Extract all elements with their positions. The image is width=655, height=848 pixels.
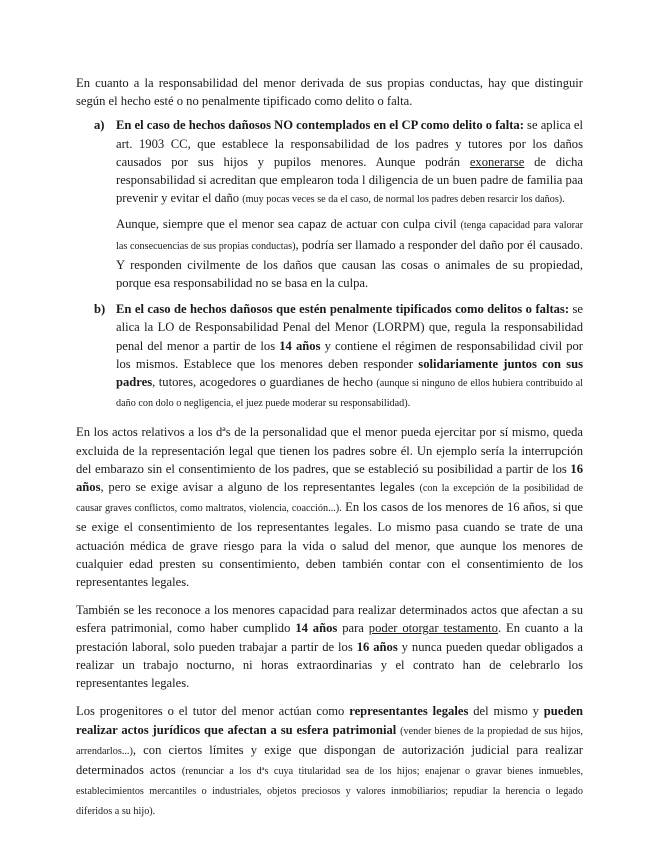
- text-run: , pero se exige avisar a alguno de los representantes legales: [100, 480, 420, 495]
- bold-term: 16 años: [76, 461, 583, 495]
- text-run: del mismo y: [468, 704, 544, 719]
- bold-term: 14 años: [279, 338, 321, 353]
- text-run: En los actos relativos a los dªs de la personalidad que el menor pueda ejercitar por sí mismo, queda excluida de la representación legal que tienen los padres sobre él. Un ejemplo sería la interrupción del embarazo sin el consentimiento de los padres, que se estableció su posibilidad a partir de los: [76, 425, 583, 476]
- list-item-paragraph: [116, 116, 583, 209]
- text-run: , con ciertos límites y exige que dispongan de autorización judicial para realizar determinados actos: [76, 742, 583, 777]
- text-run: se aplica el art. 1903 CC, que establece la responsabilidad de los padres y tutores por los daños causados por sus hijos y pupilos menores. Aunque podrán: [116, 118, 583, 169]
- text-run: , tutores, acogedores o guardianes de hecho: [152, 375, 377, 390]
- paragraph-legal-representatives: [76, 702, 583, 821]
- paragraph-patrimonial-capacity: [76, 601, 583, 692]
- item-heading: En el caso de hechos dañosos NO contemplados en el CP como delito o falta:: [116, 118, 524, 133]
- text-run: En los casos de los menores de 16 años, si que se exige el consentimiento de los representantes legales. Lo mismo pasa cuando se trate de una actuación médica de grave riesgo para la vida o salud del menor, que aunque los menores de cualquier edad presten su consentimiento, deben también contar con el consentimiento de los representantes legales.: [76, 500, 583, 590]
- text-run: para: [337, 621, 369, 636]
- text-run: de dicha responsabilidad si acreditan que emplearon toda l diligencia de un buen padre de familia paa prevenir y evitar el daño: [116, 154, 583, 206]
- list-item-paragraph: [116, 215, 583, 292]
- text-run: , podría ser llamado a responder del daño por él causado. Y responden civilmente de los daños que causan las cosas o animales de su propiedad, porque esa responsabilidad no se basa en la culpa.: [116, 237, 583, 291]
- item-heading: En el caso de hechos dañosos que estén penalmente tipificados como delitos o faltas:: [116, 302, 570, 317]
- text-run: se alica la LO de Responsabilidad Penal del Menor (LORPM) que, regula la responsabilidad penal del menor a partir de los: [116, 302, 583, 353]
- list-item-paragraph: [116, 300, 583, 413]
- bold-term: 14 años: [295, 621, 338, 636]
- list-item-b: [94, 300, 583, 413]
- text-run: También se les reconoce a los menores capacidad para realizar determinados actos que afectan a su esfera patrimonial, como haber cumplido: [76, 603, 583, 636]
- text-run: Aunque, siempre que el menor sea capaz de actuar con culpa civil: [116, 217, 461, 232]
- text-run: y nunca pueden quedar obligados a realizar un trabajo nocturno, ni horas extraordinarias y el contrato han de celebrarlo los representantes legales.: [76, 639, 583, 691]
- list-item-body: [116, 300, 583, 413]
- side-note: (renunciar a los dªs cuya titularidad sea de los hijos; enajenar o gravar bienes inmuebles, establecimientos mercantiles o industriales, objetos preciosos y valores inmobiliarios; repudiar la herencia o legado diferidos a su hijo).: [76, 765, 583, 818]
- bold-term: pueden realizar actos jurídicos que afectan a su esfera patrimonial: [76, 704, 583, 737]
- side-note: (vender bienes de la propiedad de sus hijos, arrendarlos...): [76, 725, 583, 757]
- bold-term: solidariamente juntos con sus padres: [116, 356, 583, 390]
- text-run: . En cuanto a la prestación laboral, solo pueden trabajar a partir de los: [76, 621, 583, 654]
- bold-term: 16 años: [356, 639, 398, 654]
- paragraph-personality-rights: [76, 423, 583, 591]
- side-note: (tenga capacidad para valorar las consecuencias de sus propias conductas): [116, 220, 583, 252]
- text-run: Los progenitores o el tutor del menor actúan como: [76, 704, 350, 719]
- side-note: (muy pocas veces se da el caso, de normal los padres deben resarcir los daños).: [242, 194, 565, 206]
- list-marker: a): [94, 118, 105, 133]
- side-note: (aunque si ninguno de ellos hubiera contribuido al daño con dolo o negligencia, el juez puede moderar su responsabilidad).: [116, 378, 583, 410]
- intro-paragraph: En cuanto a la responsabilidad del menor derivada de sus propias conductas, hay que distinguir según el hecho esté o no penalmente tipificado como delito o falta.: [76, 76, 583, 109]
- underlined-term: poder otorgar testamento: [368, 621, 498, 636]
- bold-term: representantes legales: [349, 704, 469, 719]
- text-run: y contiene el régimen de responsabilidad civil por los mismos. Establece que los menores deben responder: [116, 338, 583, 371]
- list-item-a: [94, 116, 583, 292]
- list-marker: b): [94, 302, 106, 317]
- underlined-term: exonerarse: [469, 154, 525, 169]
- side-note: (con la excepción de la posibilidad de causar graves conflictos, como maltratos, violencia, coacción...).: [76, 483, 583, 515]
- list-item-body: [116, 116, 583, 292]
